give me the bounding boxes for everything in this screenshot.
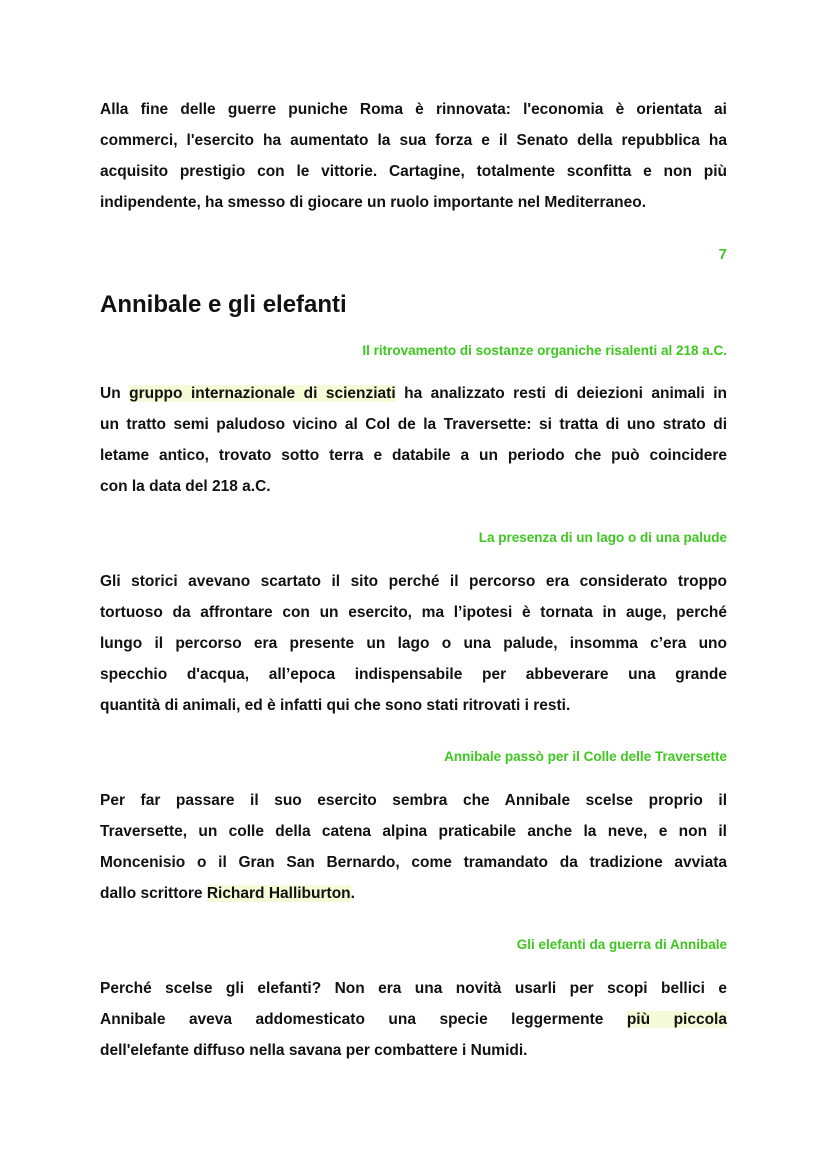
section2-line-5: quantità di animali, ed è infatti qui che sono stati ritrovati i resti. [100, 697, 571, 714]
section3-last-pre: dallo scrittore [100, 885, 207, 902]
intro-line-1: Alla fine delle guerre puniche Roma è rinnovata: l'economia è orientata ai [100, 101, 727, 118]
section3-paragraph [100, 785, 727, 909]
section4-line-2 [100, 1004, 727, 1035]
section2-subtitle: La presenza di un lago o di una palude [478, 530, 727, 545]
highlight-smaller: più piccola [626, 1011, 727, 1028]
section1-line-1 [100, 378, 727, 409]
section1-paragraph [100, 378, 727, 502]
section2-line-2: tortuoso da affrontare con un esercito, ma l’ipotesi è tornata in auge, perché [100, 604, 727, 621]
page-number: 7 [718, 246, 727, 263]
highlight-scientists: gruppo internazionale di scienziati [129, 385, 396, 402]
section1-subtitle: Il ritrovamento di sostanze organiche risalenti al 218 a.C. [362, 343, 727, 358]
section3-line-3: Moncenisio o il Gran San Bernardo, come tramandato da tradizione avviata [100, 854, 727, 871]
section4-paragraph [100, 973, 727, 1066]
section4-line2-pre: Annibale aveva addomesticato una specie leggermente [100, 1011, 627, 1028]
intro-line-2: commerci, l'esercito ha aumentato la sua forza e il Senato della repubblica ha [100, 132, 727, 149]
intro-paragraph [100, 94, 727, 218]
section1-line-4: con la data del 218 a.C. [100, 478, 271, 495]
section2-paragraph [100, 566, 727, 721]
section2-line-4: specchio d'acqua, all’epoca indispensabile per abbeverare una grande [100, 666, 727, 683]
section4-line-1: Perché scelse gli elefanti? Non era una novità usarli per scopi bellici e [100, 980, 727, 997]
section1-line-2: un tratto semi paludoso vicino al Col de la Traversette: si tratta di uno strato di [100, 416, 727, 433]
section1-line-3: letame antico, trovato sotto terra e databile a un periodo che può coincidere [100, 447, 727, 464]
intro-line-4: indipendente, ha smesso di giocare un ruolo importante nel Mediterraneo. [100, 194, 647, 211]
intro-line-3: acquisito prestigio con le vittorie. Cartagine, totalmente sconfitta e non più [100, 163, 727, 180]
page-title: Annibale e gli elefanti [100, 291, 347, 318]
section1-line1-post: ha analizzato resti di deiezioni animali in [395, 385, 728, 402]
section2-line-3: lungo il percorso era presente un lago o una palude, insomma c’era uno [100, 635, 727, 652]
section1-line1-pre: Un [100, 385, 130, 402]
section3-line-1: Per far passare il suo esercito sembra che Annibale scelse proprio il [100, 792, 727, 809]
section3-line-4 [100, 878, 727, 909]
section3-last-post: . [350, 885, 355, 902]
section4-subtitle: Gli elefanti da guerra di Annibale [516, 937, 727, 952]
highlight-halliburton: Richard Halliburton [206, 885, 351, 902]
section3-subtitle: Annibale passò per il Colle delle Traversette [444, 749, 727, 764]
section3-line-2: Traversette, un colle della catena alpina praticabile anche la neve, e non il [100, 823, 727, 840]
section2-line-1: Gli storici avevano scartato il sito perché il percorso era considerato troppo [100, 573, 727, 590]
section4-line-3: dell'elefante diffuso nella savana per combattere i Numidi. [100, 1042, 528, 1059]
